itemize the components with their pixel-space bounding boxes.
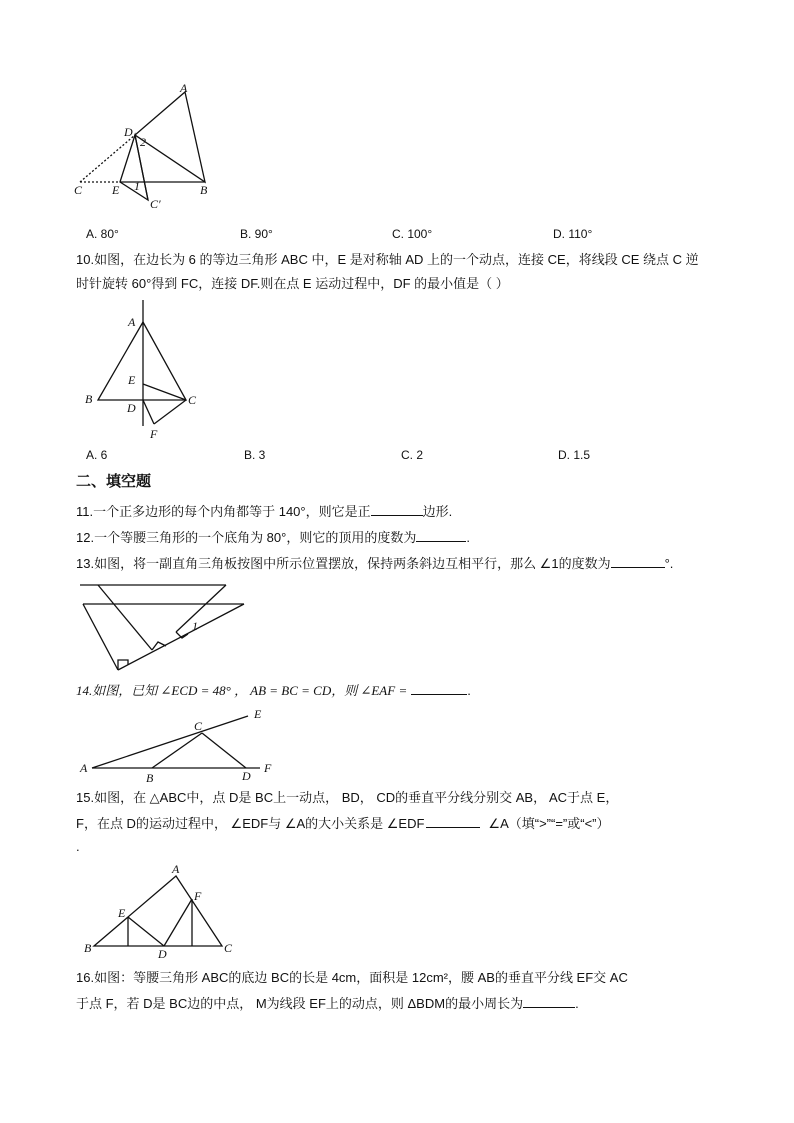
q14-label-f: F (264, 761, 272, 775)
q14-blank[interactable] (411, 682, 467, 695)
q10-label-a: A (128, 315, 136, 329)
q10-label-c: C (188, 393, 197, 407)
q9-figure (70, 82, 220, 212)
q15-text-line2-after: ∠A（填“>”“=”或“<”） (488, 816, 610, 831)
q14-label-e: E (254, 707, 262, 721)
q15-line-ed (128, 917, 164, 946)
q15-text-line2 (76, 815, 610, 833)
q10-option-d: D. 1.5 (558, 448, 591, 462)
q10-label-b: B (85, 392, 93, 406)
q10-label-f: F (150, 427, 158, 441)
q15-triangle-abc (94, 876, 222, 946)
q11-blank[interactable] (371, 503, 423, 516)
q9-label-e: E (112, 183, 120, 197)
q9-label-cprime: C′ (150, 197, 161, 211)
q9-option-d: D. 110° (553, 227, 593, 241)
q9-label-a: A (180, 82, 188, 95)
q14-ray-ae (92, 716, 248, 768)
q14-text-after: . (467, 683, 471, 698)
q13-blank[interactable] (611, 555, 665, 568)
q13-figure (80, 582, 250, 674)
q9-label-2: 2 (140, 135, 146, 149)
q15-line-df (164, 899, 192, 946)
q10-option-a: A. 6 (86, 448, 108, 462)
q9-label-c: C (74, 183, 83, 197)
q10-figure (80, 298, 210, 443)
q16-blank[interactable] (523, 995, 575, 1008)
q10-line-df (143, 400, 154, 424)
q11-text-before: 11.一个正多边形的每个内角都等于 140°，则它是正 (76, 504, 371, 519)
q10-text-line1: 10.如图，在边长为 6 的等边三角形 ABC 中，E 是对称轴 AD 上的一个动点，连接 CE，将线段 CE 绕点 C 逆 (76, 252, 699, 267)
q15-label-f: F (194, 889, 202, 903)
q15-label-c: C (224, 941, 233, 955)
q16-text-line2 (76, 995, 579, 1013)
q16-text-line1: 16.如图：等腰三角形 ABC的底边 BC的长是 4cm，面积是 12cm²，腰 AB的垂直平分线 EF交 AC (76, 970, 628, 985)
q13-triangle-left-edge (83, 604, 118, 670)
q10-line-ce (143, 384, 186, 400)
q13-text-before: 13.如图，将一副直角三角板按图中所示位置摆放，保持两条斜边互相平行，那么 ∠1的度数为 (76, 556, 611, 571)
q10-triangle-abc (98, 322, 186, 400)
q12-text-before: 12.一个等腰三角形的一个底角为 80°，则它的顶用的度数为 (76, 530, 417, 545)
q13-right-angle-mark-3 (176, 632, 188, 638)
q15-text-line3: . (76, 839, 80, 854)
q15-label-b: B (84, 941, 92, 955)
q10-option-b: B. 3 (244, 448, 266, 462)
q15-text-line2-before: F，在点 D的运动过程中， ∠EDF与 ∠A的大小关系是 ∠EDF (76, 816, 425, 831)
q9-label-1: 1 (134, 179, 140, 193)
q16-text-line2-before: 于点 F，若 D是 BC边的中点， M为线段 EF上的动点，则 ΔBDM的最小周长为 (76, 996, 524, 1011)
section-title-fill-in: 二、填空题 (76, 473, 152, 490)
q15-label-d: D (158, 947, 167, 960)
q12-text (76, 529, 470, 547)
q13-text-after: °. (664, 556, 674, 571)
q13-text (76, 555, 673, 573)
q13-inner-right (176, 585, 226, 632)
q12-text-after: . (466, 530, 470, 545)
q11-text-after: 边形. (422, 504, 453, 519)
q12-blank[interactable] (416, 529, 466, 542)
q14-label-c: C (194, 719, 203, 733)
q14-figure (76, 702, 286, 787)
q9-option-a: A. 80° (86, 227, 119, 241)
q9-option-b: B. 90° (240, 227, 273, 241)
q14-label-d: D (242, 769, 251, 783)
q9-option-c: C. 100° (392, 227, 433, 241)
q15-label-e: E (118, 906, 126, 920)
q15-text-line1: 15.如图，在 △ABC中，点 D是 BC上一动点， BD， CD的垂直平分线分别交 AB， AC于点 E， (76, 790, 619, 805)
q14-text-before: 14.如图，已知 ∠ECD = 48° ， AB = BC = CD，则 ∠EAF = (76, 683, 408, 698)
q14-line-bc (152, 733, 202, 768)
q13-label-1: 1 (192, 619, 198, 633)
q16-text-line2-after: . (575, 996, 579, 1011)
q11-text (76, 503, 452, 521)
q14-line-cd (202, 733, 246, 768)
q10-label-d: D (127, 401, 136, 415)
q14-text (76, 682, 471, 700)
q9-dotted-cd (80, 135, 135, 182)
q13-inner-left (98, 585, 152, 650)
q15-label-a: A (172, 862, 180, 876)
q9-label-d: D (124, 125, 133, 139)
q10-text-line2: 时针旋转 60°得到 FC，连接 DF.则在点 E 运动过程中，DF 的最小值是（ ） (76, 276, 509, 291)
q9-label-b: B (200, 183, 208, 197)
q10-label-e: E (128, 373, 136, 387)
q10-option-c: C. 2 (401, 448, 424, 462)
q15-blank[interactable] (426, 815, 480, 828)
q14-label-b: B (146, 771, 154, 785)
q14-label-a: A (80, 761, 88, 775)
q10-line-cf (154, 400, 186, 424)
q15-figure (80, 860, 240, 960)
